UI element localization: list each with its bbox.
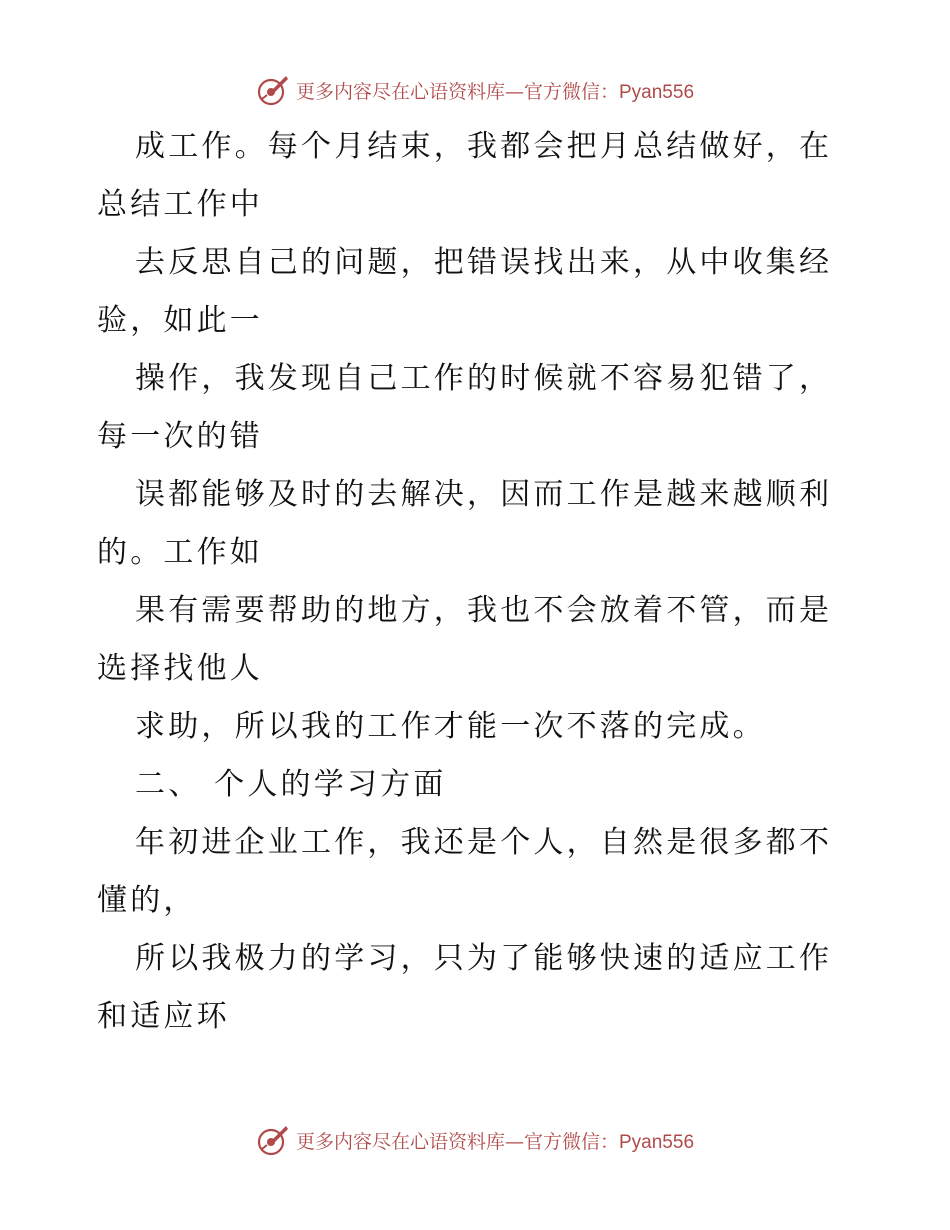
header-banner-text: 更多内容尽在心语资料库—官方微信：Pyan556 (295, 80, 695, 103)
paragraph: 所以我极力的学习，只为了能够快速的适应工作和适应环 (97, 941, 833, 1034)
quill-pen-icon (256, 73, 290, 107)
paragraph: 年初进企业工作，我还是个人，自然是很多都不懂的， (97, 825, 833, 918)
header-wechat-id: Pyan556 (619, 81, 695, 103)
paragraph: 去反思自己的问题，把错误找出来，从中收集经验，如此一 (97, 245, 833, 338)
paragraph: 果有需要帮助的地方，我也不会放着不管，而是选择找他人 (97, 593, 833, 686)
quill-pen-icon (256, 1123, 290, 1157)
paragraph: 求助，所以我的工作才能一次不落的完成。 (135, 709, 766, 744)
footer-banner (0, 1120, 950, 1160)
footer-wechat-id: Pyan556 (619, 1131, 695, 1153)
paragraph: 成工作。每个月结束，我都会把月总结做好，在总结工作中 (97, 129, 833, 222)
footer-banner-text: 更多内容尽在心语资料库—官方微信：Pyan556 (295, 1130, 695, 1153)
paragraph: 操作，我发现自己工作的时候就不容易犯错了，每一次的错 (97, 361, 833, 454)
section-heading: 二、 个人的学习方面 (135, 767, 447, 802)
header-banner (0, 70, 950, 110)
paragraph: 误都能够及时的去解决，因而工作是越来越顺利的。工作如 (97, 477, 833, 570)
document-body (97, 118, 857, 1046)
